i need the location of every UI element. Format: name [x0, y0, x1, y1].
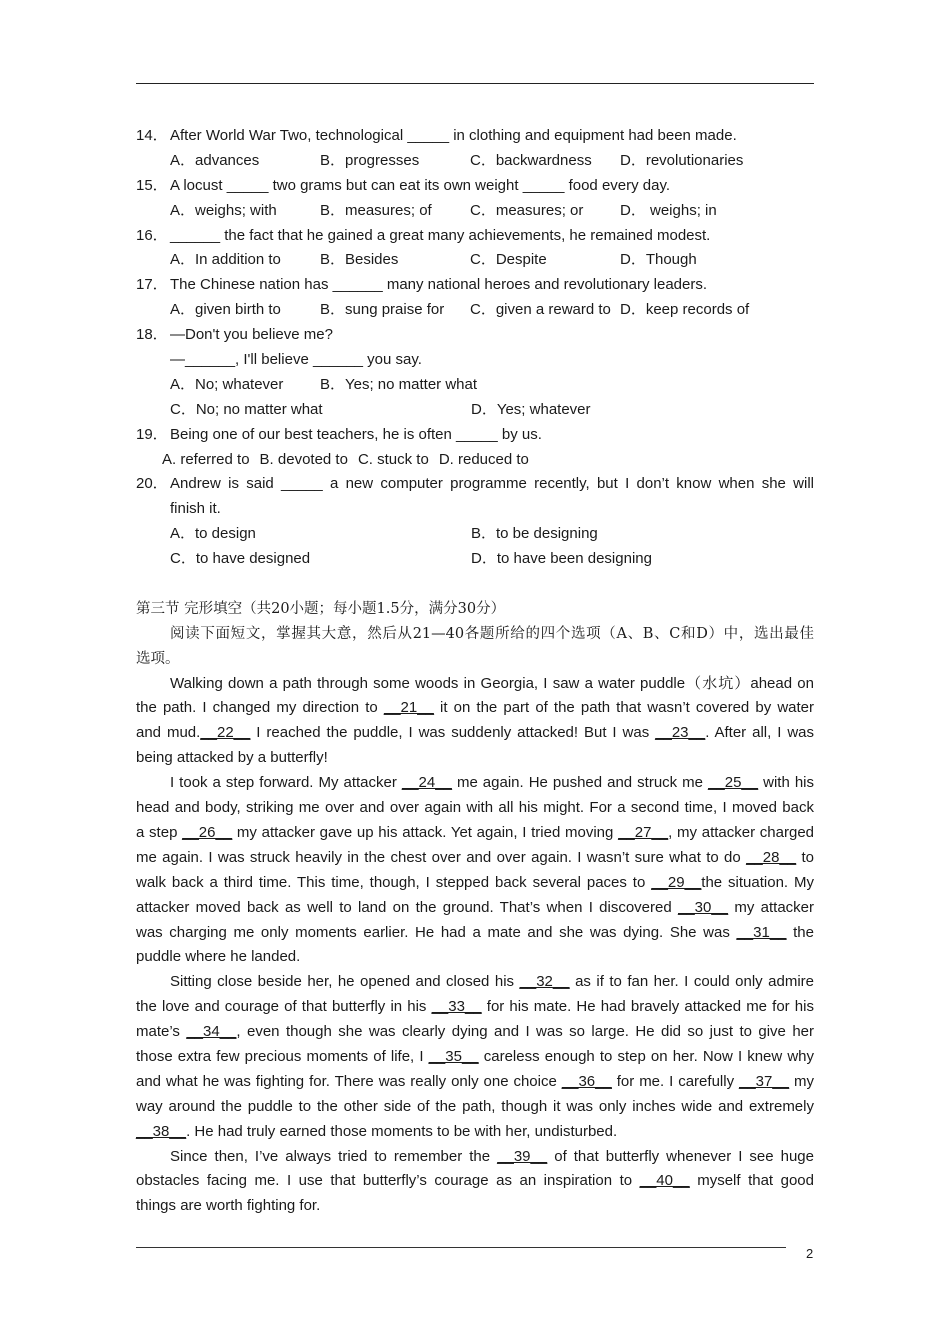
question-stem: Andrew is said _____ a new computer programme recently, but I don’t know when she will — [170, 475, 814, 493]
option-b: B．progresses — [320, 151, 420, 169]
cloze-blank: __28__ — [746, 848, 797, 866]
cloze-blank: __23__ — [655, 724, 706, 742]
question-number: 19． — [136, 425, 168, 443]
question-stem: Being one of our best teachers, he is often _____ by us. — [170, 425, 542, 443]
passage-text: my — [789, 1072, 814, 1090]
passage-text: being attacked by a butterfly! — [136, 749, 328, 767]
question-20-options-row2 — [136, 547, 814, 572]
passage-line — [136, 1070, 814, 1095]
option-a: A．to design — [170, 525, 256, 543]
option-d: D．keep records of — [620, 301, 750, 319]
passage-line — [136, 1020, 814, 1045]
option-a: A．No; whatever — [170, 375, 284, 393]
passage-text: with his — [758, 774, 814, 792]
passage-line — [136, 995, 814, 1020]
passage-text: as if to fan her. I could only admire — [569, 973, 815, 991]
option-b: B. devoted to — [259, 450, 348, 468]
cloze-blank: __35__ — [428, 1047, 479, 1065]
passage-text: Walking down a path through some woods in Georgia, I saw a water puddle（水坑）ahead on — [170, 674, 814, 692]
passage-line — [136, 721, 814, 746]
cloze-blank: __25__ — [708, 774, 759, 792]
cloze-blank: __30__ — [678, 898, 729, 916]
passage-text: puddle where he landed. — [136, 948, 301, 966]
cloze-blank: __36__ — [561, 1072, 612, 1090]
cloze-blank: __39__ — [497, 1147, 548, 1165]
passage-line — [136, 696, 814, 721]
cloze-blank: __32__ — [519, 973, 570, 991]
passage-line — [136, 871, 814, 896]
passage-text: it on the part of the path that wasn’t covered by water — [433, 699, 815, 717]
question-18-options-row1 — [136, 373, 814, 398]
cloze-blank: __34__ — [186, 1023, 237, 1041]
question-17 — [136, 273, 814, 298]
option-a: A．In addition to — [170, 251, 281, 269]
option-d: D．revolutionaries — [620, 151, 744, 169]
cloze-blank: __29__ — [651, 873, 702, 891]
question-20-options-row1 — [136, 522, 814, 547]
passage-text: Since then, I’ve always tried to remember the — [170, 1147, 498, 1165]
option-b: B．Besides — [320, 251, 399, 269]
section-instruction: 阅读下面短文，掌握其大意，然后从21—40各题所给的四个选项（A、B、C和D）中，选出最佳 — [170, 625, 814, 642]
document-body — [136, 124, 814, 1219]
cloze-passage — [136, 672, 814, 1220]
passage-line — [136, 746, 814, 771]
page-number: 2 — [806, 1246, 814, 1261]
question-stem: A locust _____ two grams but can eat its own weight _____ food every day. — [170, 176, 671, 194]
passage-text: my attacker — [728, 898, 814, 916]
question-17-options — [136, 298, 814, 323]
cloze-blank: __40__ — [639, 1172, 690, 1190]
option-d: D． weighs; in — [620, 201, 717, 219]
passage-text: of that butterfly whenever I see huge — [547, 1147, 814, 1165]
passage-text: Sitting close beside her, he opened and closed his — [170, 973, 520, 991]
option-b: B．to be designing — [471, 525, 598, 543]
question-14-options — [136, 149, 814, 174]
section-title: 第三节 完形填空（共20小题；每小题1.5分，满分30分） — [136, 600, 506, 617]
option-c: C. stuck to — [357, 450, 429, 468]
option-d: D．Though — [620, 251, 697, 269]
question-20-stem-cont: finish it. — [170, 500, 221, 518]
question-18-response: —______, I'll believe ______ you say. — [170, 351, 422, 369]
cloze-blank: __26__ — [182, 823, 233, 841]
passage-line — [136, 1169, 814, 1194]
cloze-blank: __37__ — [739, 1072, 790, 1090]
cloze-blank: __33__ — [431, 998, 482, 1016]
option-c: C．measures; or — [470, 201, 584, 219]
passage-text: . He had truly earned those moments to be with her, undisturbed. — [186, 1122, 618, 1140]
question-20 — [136, 472, 814, 497]
question-19-options — [136, 448, 814, 473]
question-18 — [136, 323, 814, 348]
option-c: C．to have designed — [170, 550, 311, 568]
question-stem: ______ the fact that he gained a great many achievements, he remained modest. — [170, 226, 711, 244]
question-stem: —Don't you believe me? — [170, 326, 333, 344]
passage-line — [136, 896, 814, 921]
passage-text: careless enough to step on her. Now I knew why — [478, 1047, 815, 1065]
section-instruction-cont: 选项。 — [136, 650, 180, 667]
passage-line — [136, 796, 814, 821]
question-number: 14． — [136, 127, 168, 144]
passage-text: mate’s — [136, 1023, 187, 1041]
passage-text: and mud. — [136, 724, 201, 742]
question-number: 17． — [136, 276, 168, 294]
option-d: D．Yes; whatever — [471, 400, 591, 418]
cloze-blank: __22__ — [200, 724, 251, 742]
passage-text: , my attacker charged — [668, 823, 815, 841]
passage-text: walk back a third time. This time, though, I stepped back several paces to — [136, 873, 652, 891]
passage-text: I took a step forward. My attacker — [170, 774, 402, 792]
passage-text: and what he was fighting for. There was really only one choice — [136, 1072, 562, 1090]
passage-text: for his mate. He had bravely attacked me for his — [481, 998, 814, 1016]
footer-rule — [136, 1247, 786, 1248]
passage-text: was charging me only moments earlier. He had a mate and she was dying. She was — [136, 923, 737, 941]
passage-text: . After all, I was — [705, 724, 814, 742]
passage-text: obstacles facing me. I use that butterfly’s courage as an inspiration to — [136, 1172, 640, 1190]
passage-line — [136, 945, 814, 970]
passage-text: a step — [136, 823, 183, 841]
passage-text: my attacker gave up his attack. Yet again, I tried moving — [232, 823, 619, 841]
passage-text: me again. I was struck heavily in the chest over and over again. I wasn’t sure what to do — [136, 848, 747, 866]
passage-text: the path. I changed my direction to — [136, 699, 384, 717]
question-number: 20． — [136, 475, 168, 493]
header-rule — [136, 83, 814, 84]
passage-text: , even though she was clearly dying and I was so large. He did so just to give her — [236, 1023, 815, 1041]
question-18-options-row2 — [136, 398, 814, 423]
passage-text: the love and courage of that butterfly in his — [136, 998, 432, 1016]
passage-text: for me. I carefully — [611, 1072, 739, 1090]
question-number: 16． — [136, 226, 168, 244]
passage-text: attacker moved back as well to land on the ground. That’s when I discovered — [136, 898, 678, 916]
passage-text: head and body, striking me over and over again with all his might. For a second time, I moved back — [136, 799, 814, 817]
question-number: 15． — [136, 176, 168, 194]
question-15 — [136, 174, 814, 199]
passage-text: to — [796, 848, 814, 866]
option-c: C．given a reward to — [470, 301, 611, 319]
cloze-blank: __38__ — [136, 1122, 187, 1140]
option-a: A．advances — [170, 151, 260, 169]
option-d: D．to have been designing — [471, 550, 652, 568]
passage-text: the situation. My — [701, 873, 815, 891]
passage-text: those extra few precious moments of life, I — [136, 1047, 429, 1065]
question-14 — [136, 124, 814, 149]
option-b: B．measures; of — [320, 201, 432, 219]
option-c: C．backwardness — [470, 151, 592, 169]
option-d: D. reduced to — [438, 450, 529, 468]
passage-line — [136, 1120, 814, 1145]
passage-line — [136, 821, 814, 846]
question-16 — [136, 224, 814, 249]
passage-text: the — [786, 923, 814, 941]
question-19 — [136, 423, 814, 448]
option-a: A．weighs; with — [170, 201, 277, 219]
cloze-blank: __27__ — [618, 823, 669, 841]
passage-text: I reached the puddle, I was suddenly attacked! But I was — [250, 724, 656, 742]
passage-line — [136, 846, 814, 871]
cloze-blank: __31__ — [736, 923, 787, 941]
passage-line — [136, 672, 814, 697]
question-stem: After World War Two, technological _____ in clothing and equipment had been made. — [170, 127, 737, 144]
passage-line — [136, 970, 814, 995]
passage-text: myself that good — [689, 1172, 814, 1190]
question-16-options — [136, 248, 814, 273]
cloze-blank: __24__ — [401, 774, 452, 792]
option-c: C．Despite — [470, 251, 547, 269]
option-a: A．given birth to — [170, 301, 281, 319]
question-number: 18． — [136, 326, 168, 344]
cloze-blank: __21__ — [383, 699, 434, 717]
passage-text: things are worth fighting for. — [136, 1197, 321, 1215]
passage-line — [136, 921, 814, 946]
question-stem: The Chinese nation has ______ many national heroes and revolutionary leaders. — [170, 276, 708, 294]
passage-line — [136, 1045, 814, 1070]
passage-line — [136, 1145, 814, 1170]
passage-line — [136, 1095, 814, 1120]
option-b: B．sung praise for — [320, 301, 445, 319]
option-a: A. referred to — [162, 450, 250, 468]
option-c: C．No; no matter what — [170, 400, 323, 418]
passage-text: way around the puddle to the other side of the path, though it was only inches wide and extremely — [136, 1097, 814, 1115]
option-b: B．Yes; no matter what — [320, 375, 478, 393]
question-15-options — [136, 199, 814, 224]
passage-text: me again. He pushed and struck me — [451, 774, 709, 792]
passage-line — [136, 1194, 814, 1219]
passage-line — [136, 771, 814, 796]
